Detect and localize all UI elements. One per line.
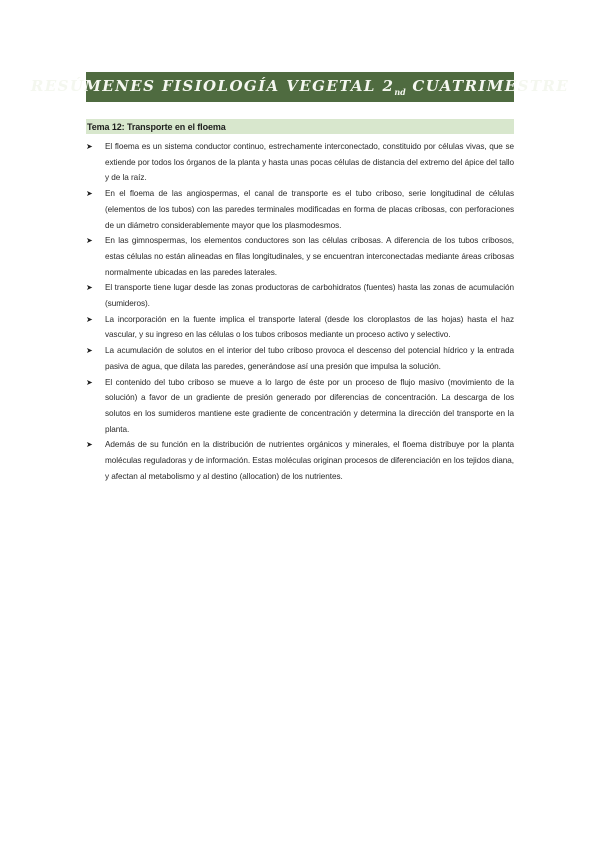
chevron-right-icon: ➤ (86, 377, 93, 387)
header-banner (30, 72, 570, 102)
title-end: CUATRIMESTRE (405, 77, 570, 95)
title-superscript: nd (394, 87, 406, 97)
title-main: RESÚMENES FISIOLOGÍA VEGETAL 2 (30, 77, 395, 95)
list-item (86, 375, 514, 438)
list-item (86, 280, 514, 311)
list-item (86, 139, 514, 186)
section-title: Tema 12: Transporte en el floema (87, 121, 226, 132)
bullet-text: La incorporación en la fuente implica el transporte lateral (desde los cloroplastos de las hojas) hasta el haz vascular, y su ingreso en las células o los tubos cribosos mediante un proceso activo y selectivo. (105, 314, 514, 340)
chevron-right-icon: ➤ (86, 142, 93, 151)
list-item (86, 437, 514, 484)
chevron-right-icon: ➤ (86, 346, 93, 356)
list-item (86, 186, 514, 233)
chevron-right-icon: ➤ (86, 283, 93, 293)
bullet-text: En el floema de las angiospermas, el canal de transporte es el tubo criboso, serie longitudinal de células (elementos de los tubos) con las paredes terminales modificadas en forma de placas cribosas, con perforaciones de un diámetro considerablemente mayor que los plasmodesmos. (105, 189, 514, 230)
chevron-right-icon: ➤ (86, 236, 93, 246)
chevron-right-icon: ➤ (86, 440, 93, 450)
list-item (86, 343, 514, 374)
list-item (86, 312, 514, 343)
bullet-text: El contenido del tubo criboso se mueve a lo largo de éste por un proceso de flujo masivo (movimiento de la solución) a favor de un gradiente de presión generado por diferencias de concentración. La descarga de los solutos en los sumideros mantiene este gradiente de concentración y determina la dirección del transporte en la planta. (105, 377, 514, 434)
document-title (31, 77, 569, 97)
bullet-text: Además de su función en la distribución de nutrientes orgánicos y minerales, el floema distribuye por la planta moléculas reguladoras y de información. Estas moléculas originan procesos de diferenciación en los tejidos diana, y afectan al metabolismo y al destino (allocation) de los nutrientes. (105, 440, 514, 481)
chevron-right-icon: ➤ (86, 314, 93, 324)
list-item (86, 233, 514, 280)
bullet-text: El transporte tiene lugar desde las zonas productoras de carbohidratos (fuentes) hasta las zonas de acumulación (sumideros). (105, 283, 514, 309)
bullet-list (86, 139, 514, 484)
chevron-right-icon: ➤ (86, 189, 93, 199)
bullet-text: La acumulación de solutos en el interior del tubo criboso provoca el descenso del potencial hídrico y la entrada pasiva de agua, que dilata las paredes, generándose así una presión que impulsa la solución. (105, 346, 514, 371)
section-heading-bar (86, 119, 514, 134)
bullet-text: El floema es un sistema conductor continuo, estrechamente interconectado, constituido por células vivas, que se extiende por todos los órganos de la planta y hasta unas pocas células de distancia del extremo del ápice del tallo y de la raíz. (105, 142, 514, 183)
bullet-text: En las gimnospermas, los elementos conductores son las células cribosas. A diferencia de los tubos cribosos, estas células no están alineadas en filas longitudinales, y se encuentran interconectadas mediante áreas cribosas normalmente ubicadas en las paredes laterales. (105, 236, 514, 277)
